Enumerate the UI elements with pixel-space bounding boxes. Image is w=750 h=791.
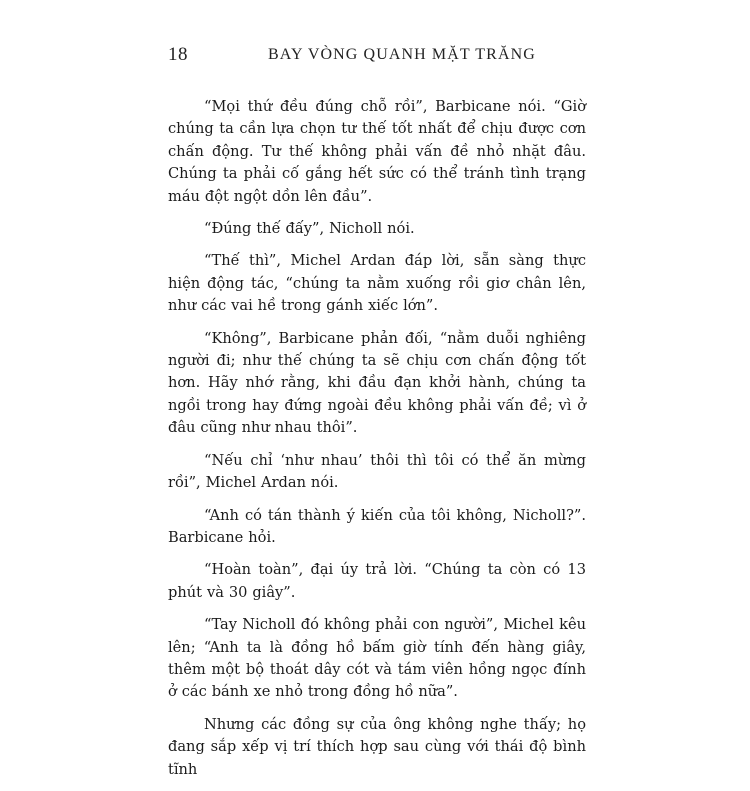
paragraph: “Nếu chỉ ‘như nhau’ thôi thì tôi có thể ăn mừng rồi”, Michel Ardan nói. — [168, 451, 586, 492]
paragraph: “Tay Nicholl đó không phải con người”, Michel kêu lên; “Anh ta là đồng hồ bấm giờ tính đến hàng giây, thêm một bộ thoát dây cót và tám viên hồng ngọc đính ở các bánh xe nhỏ trong đồng hồ nữa”. — [168, 616, 586, 701]
paragraph: “Không”, Barbicane phản đối, “nằm duỗi nghiêng người đi; như thế chúng ta sẽ chịu cơn chấn động tốt hơn. Hãy nhớ rằng, khi đầu đạn khởi hành, chúng ta ngồi trong hay đứng ngoài đều không phải vấn đề; vì ở đâu cũng như nhau thôi”. — [168, 329, 586, 437]
running-head — [168, 44, 588, 72]
body-text — [168, 96, 586, 791]
paragraph: “Hoàn toàn”, đại úy trả lời. “Chúng ta còn có 13 phút và 30 giây”. — [168, 561, 586, 601]
paragraph: “Đúng thế đấy”, Nicholl nói. — [204, 220, 415, 238]
paragraph: “Thế thì”, Michel Ardan đáp lời, sẵn sàng thực hiện động tác, “chúng ta nằm xuống rồi giơ chân lên, như các vai hề trong gánh xiếc lớn”. — [168, 252, 586, 315]
paragraph: “Mọi thứ đều đúng chỗ rồi”, Barbicane nói. “Giờ chúng ta cần lựa chọn tư thế tốt nhất để chịu được cơn chấn động. Tư thế không phải vấn đề nhỏ nhặt đâu. Chúng ta phải cố gắng hết sức có thể tránh tình trạng máu đột ngột dồn lên đầu”. — [168, 98, 586, 205]
paragraph: Nhưng các đồng sự của ông không nghe thấy; họ đang sắp xếp vị trí thích hợp sau cùng với thái độ bình tĩnh — [168, 715, 586, 778]
paragraph: “Anh có tán thành ý kiến của tôi không, Nicholl?”. Barbicane hỏi. — [168, 506, 586, 546]
book-title: BAY VÒNG QUANH MẶT TRĂNG — [268, 46, 536, 63]
page-number: 18 — [168, 44, 188, 65]
